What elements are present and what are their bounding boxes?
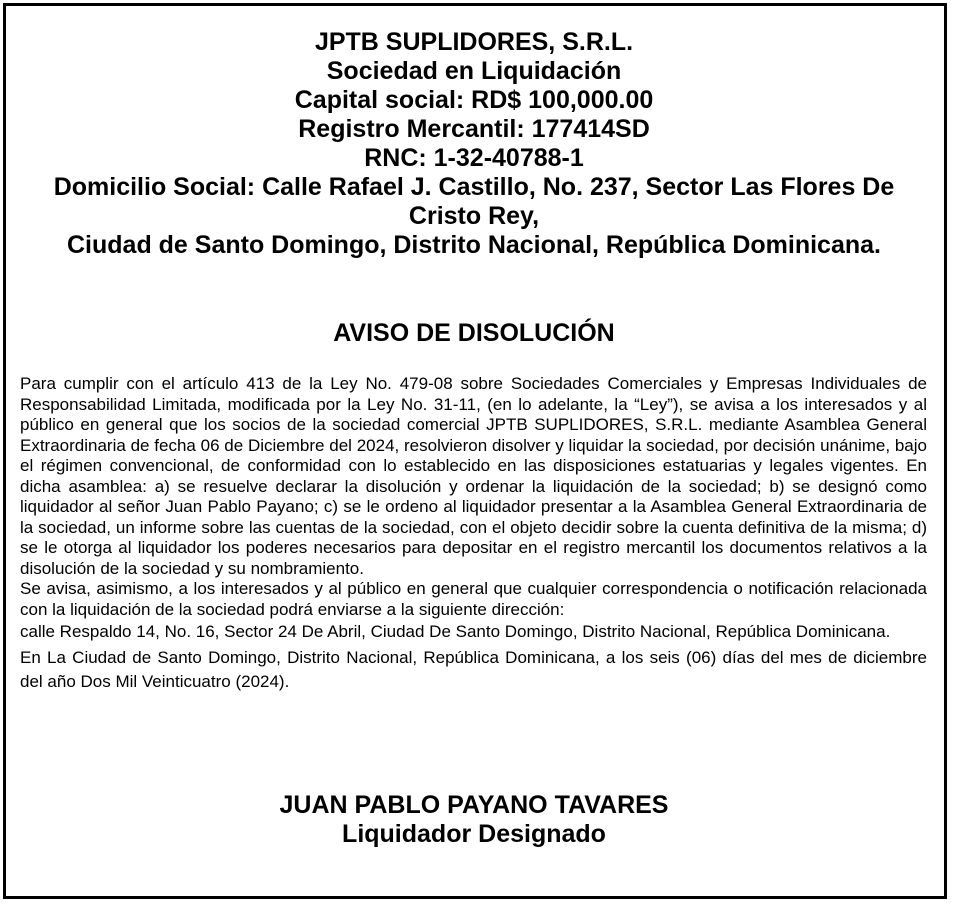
rnc-number: RNC: 1-32-40788-1 bbox=[364, 144, 584, 172]
liquidator-role: Liquidador Designado bbox=[342, 820, 606, 848]
company-status: Sociedad en Liquidación bbox=[326, 57, 622, 85]
signature-block bbox=[0, 791, 948, 849]
share-capital: Capital social: RD$ 100,000.00 bbox=[294, 86, 654, 114]
company-header bbox=[40, 28, 908, 260]
liquidator-name: JUAN PABLO PAYANO TAVARES bbox=[279, 791, 669, 819]
correspondence-address: calle Respaldo 14, No. 16, Sector 24 De Abril, Ciudad De Santo Domingo, Distrito Nacional, República Dominicana. bbox=[20, 622, 891, 641]
correspondence-paragraph: Se avisa, asimismo, a los interesados y al público en general que cualquier correspondencia o notificación relacionada con la liquidación de la sociedad podrá enviarse a la siguiente dirección: bbox=[20, 579, 927, 619]
place-and-date: En La Ciudad de Santo Domingo, Distrito Nacional, República Dominicana, a los seis (06) días del mes de diciembre del año Dos Mil Veinticuatro (2024). bbox=[20, 648, 927, 691]
notice-title: AVISO DE DISOLUCIÓN bbox=[333, 319, 615, 347]
registered-address-line2: Ciudad de Santo Domingo, Distrito Nacional, República Dominicana. bbox=[67, 231, 881, 259]
notice-body bbox=[20, 374, 927, 694]
mercantile-registry: Registro Mercantil: 177414SD bbox=[298, 115, 650, 143]
company-name: JPTB SUPLIDORES, S.R.L. bbox=[314, 28, 634, 56]
registered-address-line1: Domicilio Social: Calle Rafael J. Castillo, No. 237, Sector Las Flores De Cristo Rey, bbox=[53, 173, 895, 230]
dissolution-paragraph: Para cumplir con el artículo 413 de la Ley No. 479-08 sobre Sociedades Comerciales y Empresas Individuales de Responsabilidad Limitada, modificada por la Ley No. 31-11, (en lo adelante, la “Ley”), se avisa a los interesados y al público en general que los socios de la sociedad comercial JPTB SUPLIDORES, S.R.L. mediante Asamblea General Extraordinaria de fecha 06 de Diciembre del 2024, resolvieron disolver y liquidar la sociedad, por decisión unánime, bajo el régimen convencional, de conformidad con lo establecido en las disposiciones estatuarias y legales vigentes. En dicha asamblea: a) se resuelve declarar la disolución y ordenar la liquidación de la sociedad; b) se designó como liquidador al señor Juan Pablo Payano; c) se le ordeno al liquidador presentar a la Asamblea General Extraordinaria de la sociedad, un informe sobre las cuentas de la sociedad, con el objeto decidir sobre la cuenta definitiva de la misma; d) se le otorga al liquidador los poderes necesarios para depositar en el registro mercantil los documentos relativos a la disolución de la sociedad y su nombramiento. bbox=[20, 374, 927, 578]
